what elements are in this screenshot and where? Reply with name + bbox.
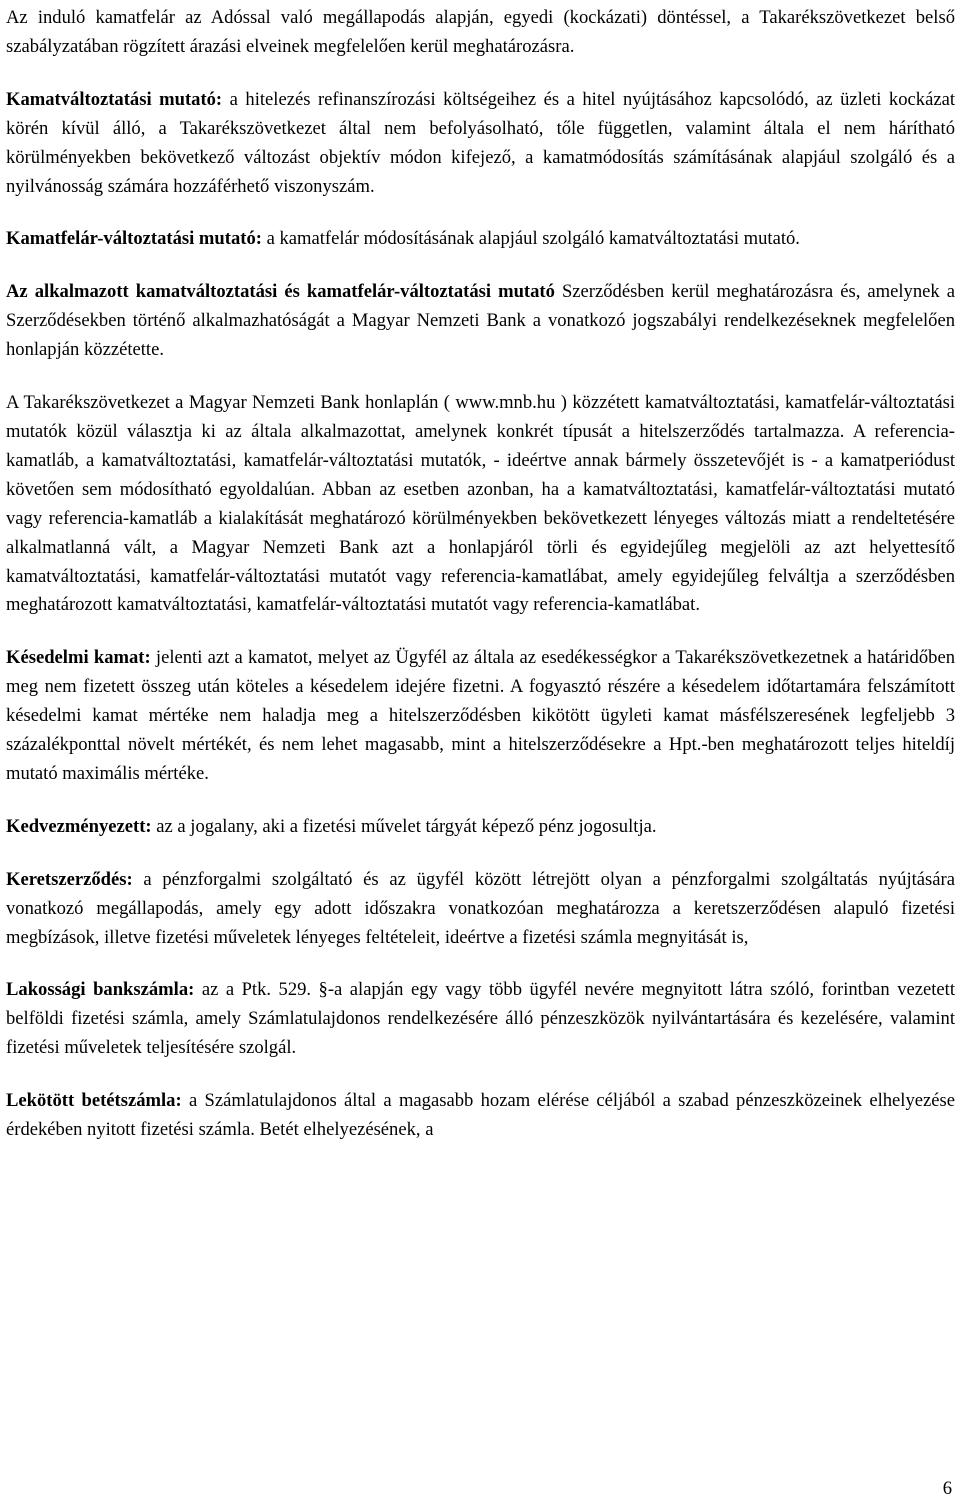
paragraph-text: Az induló kamatfelár az Adóssal való megállapodás alapján, egyedi (kockázati) döntéssel, a Takarékszövetkezet belső szabályzatában rögzített árazási elveinek megfelelően kerül meghatározásra. xyxy=(6,7,955,57)
paragraph-initial-spread xyxy=(6,4,955,62)
term-label: Kamatfelár-változtatási mutató: xyxy=(6,228,262,250)
paragraph-text: jelenti azt a kamatot, melyet az Ügyfél az általa az esedékességkor a Takarékszövetkezetnek a határidőben meg nem fizetett összeg után köteles a késedelem idejére fizetni. A fogyasztó részére a késedelem időtartamára felszámított késedelmi kamat mértéke nem haladja meg a hitelszerződésben kikötött ügyleti kamat másfélszeresének legfeljebb 3 százalékponttal növelt mértékét, és nem lehet magasabb, mint a hitelszerződésekre a Hpt.-ben meghatározott teljes hiteldíj mutató maximális mértéke. xyxy=(6,647,955,784)
paragraph-text: Szerződésben kerül meghatározásra és, amelynek a Szerződésekben történő alkalmazhatóságát a Magyar Nemzeti Bank a vonatkozó jogszabályi rendelkezéseknek megfelelően honlapján közzétette. xyxy=(6,281,955,361)
paragraph-framework-contract xyxy=(6,866,955,953)
paragraph-spread-change-indicator xyxy=(6,225,955,254)
paragraph-text: a hitelezés refinanszírozási költségeihez és a hitel nyújtásához kapcsolódó, az üzleti kockázat körén kívül álló, a Takarékszövetkezet által nem befolyásolható, tőle független, valamint általa el nem hárítható körülményekben bekövetkező változást objektív módon kifejező, a kamatmódosítás számításának alapjául szolgáló és a nyilvánosság számára hozzáférhető viszonyszám. xyxy=(6,88,956,197)
term-label: Kedvezményezett: xyxy=(6,815,152,837)
paragraph-text: az a jogalany, aki a fizetési művelet tárgyát képező pénz jogosultja. xyxy=(151,815,657,837)
paragraph-beneficiary xyxy=(6,813,955,842)
paragraph-text: A Takarékszövetkezet a Magyar Nemzeti Bank honlaplán ( www.mnb.hu ) közzétett kamatváltoztatási, kamatfelár-változtatási mutatók közül választja ki az általa alkalmazottat, amelynek konkrét típusát a hitelszerződés tartalmazza. A referencia-kamatláb, a kamatváltoztatási, kamatfelár-változtatási mutatók, - ideértve annak bármely összetevőjét is - a kamatperiódust követően sem módosítható egyoldalúan. Abban az esetben azonban, ha a kamatváltoztatási, kamatfelár-változtatási mutató vagy referencia-kamatláb a kialakítását meghatározó körülményekben bekövetkezett lényeges változás miatt a rendeltetésére alkalmatlanná vált, a Magyar Nemzeti Bank azt a honlapjáról törli és egyidejűleg megjelöli az azt helyettesítő kamatváltoztatási, kamatfelár-változtatási mutatót vagy referencia-kamatlábat, amely egyidejűleg felváltja a szerződésben meghatározott kamatváltoztatási, kamatfelár-változtatási mutatót vagy referencia-kamatlábat. xyxy=(6,392,955,616)
paragraph-retail-account xyxy=(6,976,955,1063)
paragraph-interest-change-indicator xyxy=(6,86,955,202)
paragraph-late-interest xyxy=(6,644,955,789)
paragraph-text: a Számlatulajdonos által a magasabb hozam elérése céljából a szabad pénzeszközeinek elhelyezése érdekében nyitott fizetési számla. Betét elhelyezésének, a xyxy=(6,1090,956,1141)
term-label: Kamatváltoztatási mutató: xyxy=(6,88,223,110)
paragraph-fixed-deposit-account xyxy=(6,1087,955,1145)
term-label: Az alkalmazott kamatváltoztatási és kamatfelár-változtatási mutató xyxy=(6,281,555,303)
term-label: Lekötött betétszámla: xyxy=(6,1090,182,1112)
paragraph-mnb-publication xyxy=(6,389,955,620)
page-number: 6 xyxy=(942,1478,952,1499)
term-label: Keretszerződés: xyxy=(6,868,133,890)
paragraph-applied-indicator xyxy=(6,278,955,365)
term-label: Lakossági bankszámla: xyxy=(6,979,195,1001)
paragraph-text: a kamatfelár módosításának alapjául szolgáló kamatváltoztatási mutató. xyxy=(261,228,800,250)
document-page xyxy=(6,4,955,1169)
term-label: Késedelmi kamat: xyxy=(6,647,151,669)
paragraph-text: az a Ptk. 529. §-a alapján egy vagy több ügyfél nevére megnyitott látra szóló, forintban vezetett belföldi fizetési számla, amely Számlatulajdonos rendelkezésére álló pénzeszközök nyilvántartására és kezelésére, valamint fizetési műveletek teljesítésére szolgál. xyxy=(6,979,955,1059)
paragraph-text: a pénzforgalmi szolgáltató és az ügyfél között létrejött olyan a pénzforgalmi szolgáltatás nyújtására vonatkozó megállapodás, amely egy adott időszakra vonatkozóan meghatározza a keretszerződésen alapuló fizetési megbízások, illetve fizetési műveletek lényeges feltételeit, ideértve a fizetési számla megnyitását is, xyxy=(6,868,955,948)
